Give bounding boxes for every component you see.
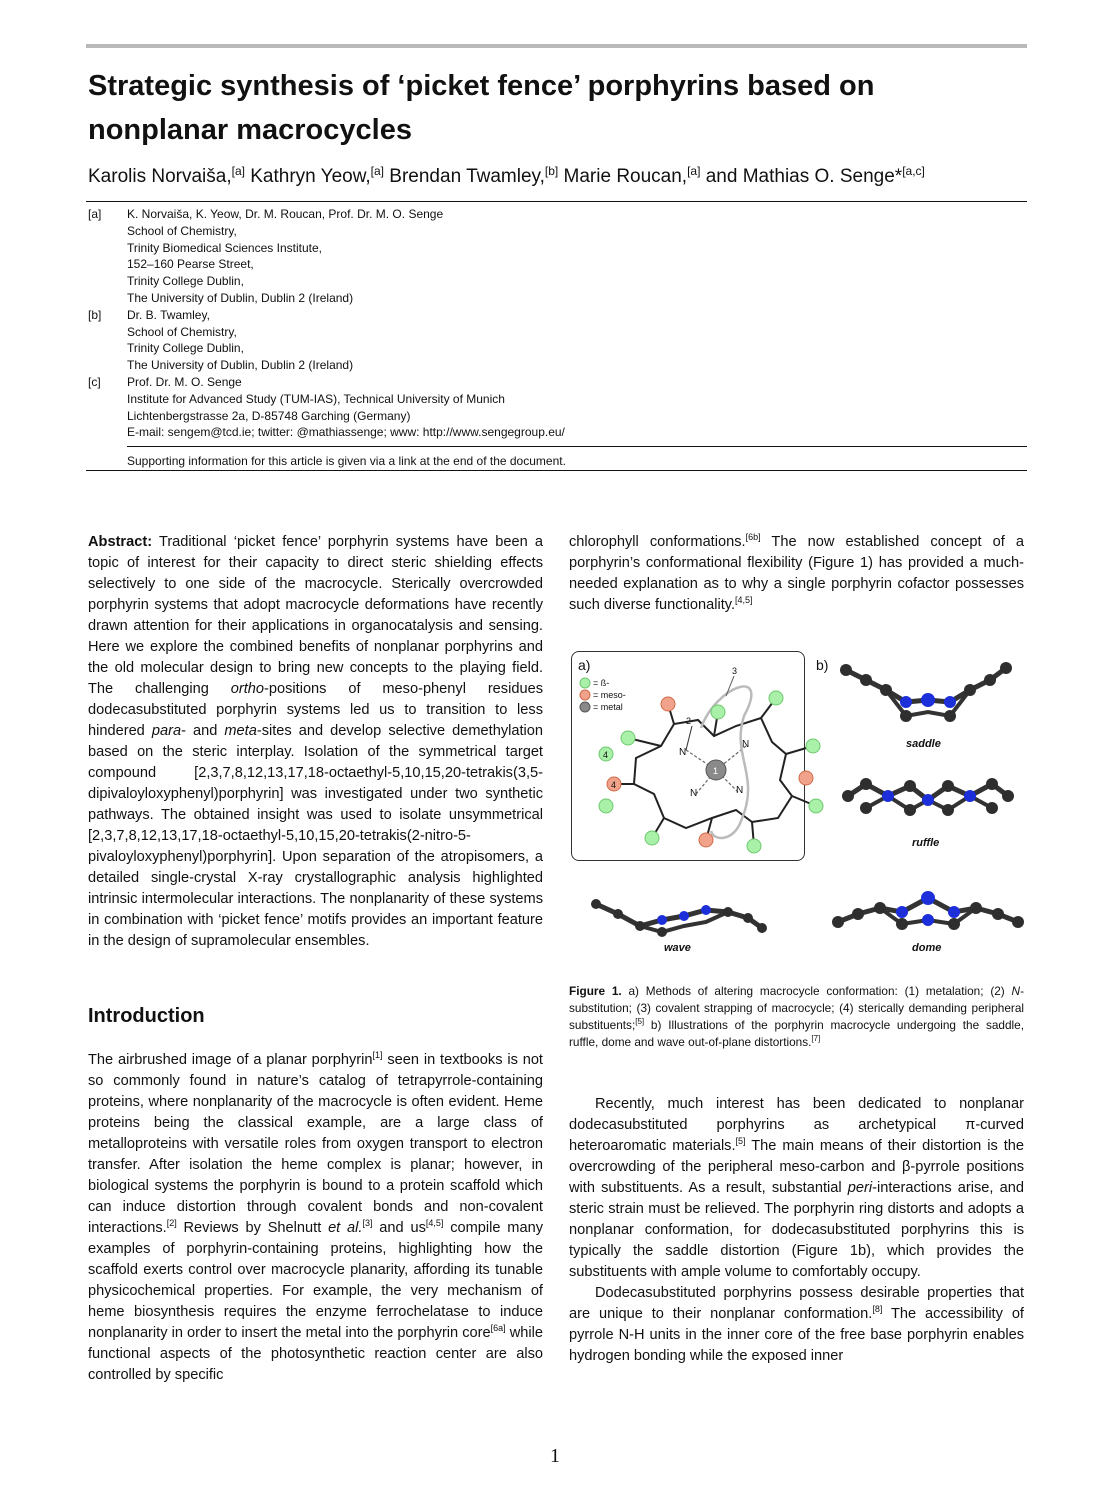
- caption-italic: N: [1011, 984, 1021, 998]
- caption-text: a) Methods of altering macrocycle conformation: (1) metalation; (2): [621, 984, 1012, 998]
- abstract-text: Traditional ‘picket fence’ porphyrin systems have been a topic of interest for their capacity to direct steric shielding effects selectively to one side of the macrocycle. Sterically overcrowded porphyrin systems that adopt macrocycle deformations have recently drawn attention for their applications in organocatalysis and sensing. Here we explore the combined benefits of nonplanar porphyrins and the old molecular design to bring new concepts to the playing field. The challenging: [88, 534, 543, 697]
- figure-1-caption: [569, 983, 1024, 1051]
- citation: [2]: [166, 1218, 177, 1228]
- author-name: Marie Roucan,: [563, 166, 688, 187]
- affiliations: [88, 206, 1018, 441]
- dome-label: dome: [912, 942, 942, 954]
- affiliation-line: E-mail: sengem@tcd.ie; twitter: @mathiassenge; www: http://www.sengegroup.eu/: [127, 425, 565, 440]
- page-number: 1: [550, 1445, 560, 1467]
- author-name: Karolis Norvaiša,: [88, 166, 232, 187]
- affiliation-line: Trinity Biomedical Sciences Institute,: [127, 240, 322, 255]
- nitrogen-label: N: [736, 785, 744, 796]
- dome-conformation: [832, 891, 1024, 954]
- intro-text: Reviews by Shelnutt: [176, 1220, 329, 1236]
- body-text: The now established concept of a porphyrin’s conformational flexibility (Figure 1) has provided a much-needed explanation as to why a single porphyrin cofactor possesses such diverse functionality.: [569, 534, 1025, 613]
- ruffle-label: ruffle: [912, 837, 940, 849]
- saddle-label: saddle: [906, 738, 941, 750]
- supporting-info-note: Supporting information for this article is given via a link at the end of the document.: [127, 454, 566, 468]
- author-name: and Mathias O. Senge*: [705, 166, 903, 187]
- ruffle-conformation: [842, 778, 1014, 849]
- label-1: 1: [713, 766, 719, 776]
- author-affiliation-mark: [a]: [687, 164, 701, 178]
- affiliation-line: Trinity College Dublin,: [127, 341, 244, 356]
- citation: [5]: [635, 1017, 645, 1026]
- legend-metal-swatch: [580, 702, 590, 712]
- body-text: -interactions arise, and steric strain must be relieved. The porphyrin ring distorts and adopts a nonplanar conformation, for dodecasubstituted porphyrins this is typically the saddle distortion (Figure 1b), which provides the substituents with ample volume to comfortably occupy.: [569, 1180, 1024, 1280]
- affiliation-line: 152–160 Pearse Street,: [127, 257, 254, 272]
- legend-beta-swatch: [580, 678, 590, 688]
- nitrogen-label: N: [690, 788, 698, 799]
- top-rule: [86, 44, 1027, 48]
- panel-a-label: a): [578, 657, 591, 673]
- section-heading-introduction: Introduction: [88, 1005, 205, 1027]
- legend-meso-swatch: [580, 690, 590, 700]
- n-substitution-bond: [686, 726, 692, 750]
- body-text: The main means of their distortion is the overcrowding of the peripheral meso-carbon and β-pyrrole positions with substituents. As a result, substantial: [569, 1138, 1025, 1196]
- affiliation-line: K. Norvaiša, K. Yeow, Dr. M. Roucan, Prof. Dr. M. O. Senge: [127, 207, 444, 221]
- abstract-italic: para: [151, 723, 182, 739]
- author-affiliation-mark: [a]: [370, 164, 385, 178]
- strap-pointer: [726, 676, 734, 696]
- affiliation-line: Dr. B. Twamley,: [127, 307, 210, 322]
- intro-italic: et al.: [328, 1220, 363, 1236]
- affiliation-top-rule: [86, 201, 1027, 202]
- citation: [3]: [362, 1218, 373, 1228]
- affiliation-key: [b]: [88, 307, 102, 322]
- citation: [6a]: [490, 1323, 506, 1333]
- label-2: 2: [686, 716, 692, 726]
- affiliation-bottom-rule: [86, 470, 1027, 471]
- intro-text: seen in textbooks is not so commonly found in nature’s catalog of tetrapyrrole-containing proteins, where nonplanarity of the macrocycle is often evident. Heme proteins being the classical example, are a large class of metalloproteins with versatile roles from oxygen transport to electron transfer. After isolation the heme complex is planar; however, in biological systems the porphyrin is bound to a protein scaffold which can induce distortion through covalent bonds and non-covalent interactions.: [88, 1052, 543, 1236]
- figure-1-graphic: [566, 646, 1028, 962]
- affiliation-line: School of Chemistry,: [127, 223, 237, 238]
- abstract-label: Abstract:: [88, 534, 153, 550]
- affiliation-key: [a]: [88, 207, 102, 221]
- intro-text: while functional aspects of the photosynthetic reaction center are also controlled by specific: [88, 1325, 543, 1383]
- intro-text: and us: [372, 1220, 426, 1236]
- saddle-conformation: [840, 662, 1012, 750]
- wave-conformation: [591, 899, 767, 954]
- affiliation-line: Lichtenbergstrasse 2a, D-85748 Garching (Germany): [127, 408, 411, 423]
- abstract-text: - and: [181, 723, 225, 739]
- support-rule: [127, 446, 1027, 447]
- abstract-italic: ortho: [230, 681, 265, 697]
- article-title: Strategic synthesis of ‘picket fence’ porphyrins based on nonplanar macrocycles: [88, 70, 875, 146]
- body-text: chlorophyll conformations.: [569, 534, 746, 550]
- figure-1: [566, 646, 1028, 962]
- body-text: Recently, much interest has been dedicated to nonplanar dodecasubstituted porphyrins as archetypical π-curved heteroaromatic materials.: [569, 1096, 1024, 1154]
- affiliation-b: [88, 307, 1018, 374]
- author-name: Brendan Twamley,: [389, 166, 545, 187]
- citation: [5]: [735, 1136, 746, 1146]
- caption-text: -substitution; (3) covalent strapping of macrocycle; (4) sterically demanding peripheral substituents;: [569, 984, 1024, 1032]
- affiliation-a: [88, 206, 1018, 307]
- body-text: The accessibility of pyrrole N-H units in the inner core of the free base porphyrin enables hydrogen bonding while the exposed inner: [569, 1306, 1024, 1364]
- body-italic: peri: [847, 1180, 873, 1196]
- legend-meso-label: = meso-: [593, 690, 626, 700]
- citation: [8]: [872, 1304, 883, 1314]
- right-column-body: [569, 1094, 1024, 1367]
- label-4-beta: 4: [603, 750, 609, 760]
- abstract-text: -positions of meso-phenyl residues dodecasubstituted porphyrin systems led us to transition to less hindered: [88, 681, 543, 739]
- label-4-meso: 4: [611, 780, 617, 790]
- wave-label: wave: [664, 942, 691, 954]
- abstract-text: -sites and develop selective demethylation based on the steric interplay. Isolation of the symmetrical target compound [2,3,7,8,12,13,17,18-octaethyl-5,10,15,20-tetrakis(3,5-dipivaloyloxyphenyl)porphyrin] was investigated under two synthetic pathways. The obtained insight was used to isolate unsymmetrical [2,3,7,8,12,13,17,18-octaethyl-5,10,15,20-tetrakis(2-nitro-5-pivaloyloxyphenyl)porphyrin]. Upon separation of the atropisomers, a detailed single-crystal X-ray crystallographic analysis highlighted intrinsic intermolecular interactions. The nonplanarity of these systems in combination with ‘picket fence’ motifs provides an important feature in the design of supramolecular ensembles.: [88, 723, 544, 949]
- label-3: 3: [732, 666, 738, 676]
- citation: [7]: [811, 1034, 821, 1043]
- author-list: [88, 164, 1028, 190]
- caption-label: Figure 1.: [569, 984, 622, 998]
- citation: [4,5]: [735, 595, 753, 605]
- nitrogen-label: N: [679, 747, 687, 758]
- legend-metal-label: = metal: [593, 702, 623, 712]
- affiliation-c: [88, 374, 1018, 441]
- affiliation-line: The University of Dublin, Dublin 2 (Ireland): [127, 290, 354, 305]
- right-column-continuation: [569, 532, 1024, 616]
- panel-b-label: b): [816, 657, 829, 673]
- citation: [6b]: [745, 532, 761, 542]
- legend-beta-label: = ß-: [593, 678, 610, 688]
- affiliation-line: Institute for Advanced Study (TUM-IAS), Technical University of Munich: [127, 391, 505, 406]
- author-affiliation-mark: [a]: [231, 164, 245, 178]
- affiliation-key: [c]: [88, 374, 101, 389]
- citation: [4,5]: [425, 1218, 444, 1228]
- affiliation-line: Trinity College Dublin,: [127, 274, 244, 289]
- abstract: [88, 532, 543, 952]
- caption-text: b) Illustrations of the porphyrin macrocycle undergoing the saddle, ruffle, dome and wave out-of-plane distortions.: [569, 1018, 1024, 1049]
- nitrogen-label: N: [742, 739, 750, 750]
- intro-text: compile many examples of porphyrin-containing proteins, highlighting how the scaffold exerts control over macrocycle planarity, affording its tunable physicochemical properties. For example, the very mechanism of heme biosynthesis requires the enzyme ferrochelatase to induce nonplanarity in order to insert the metal into the porphyrin core: [88, 1220, 543, 1341]
- affiliation-line: School of Chemistry,: [127, 324, 237, 339]
- abstract-italic: meta: [224, 723, 257, 739]
- body-text: Dodecasubstituted porphyrins possess desirable properties that are unique to their nonplanar conformation.: [569, 1285, 1024, 1322]
- author-name: Kathryn Yeow,: [250, 166, 371, 187]
- affiliation-line: Prof. Dr. M. O. Senge: [127, 374, 242, 389]
- affiliation-line: The University of Dublin, Dublin 2 (Ireland): [127, 358, 354, 373]
- introduction-text: [88, 1050, 543, 1386]
- author-affiliation-mark: [b]: [544, 164, 559, 178]
- citation: [1]: [372, 1050, 383, 1060]
- author-affiliation-mark: [a,c]: [902, 164, 925, 178]
- intro-text: The airbrushed image of a planar porphyrin: [88, 1052, 373, 1068]
